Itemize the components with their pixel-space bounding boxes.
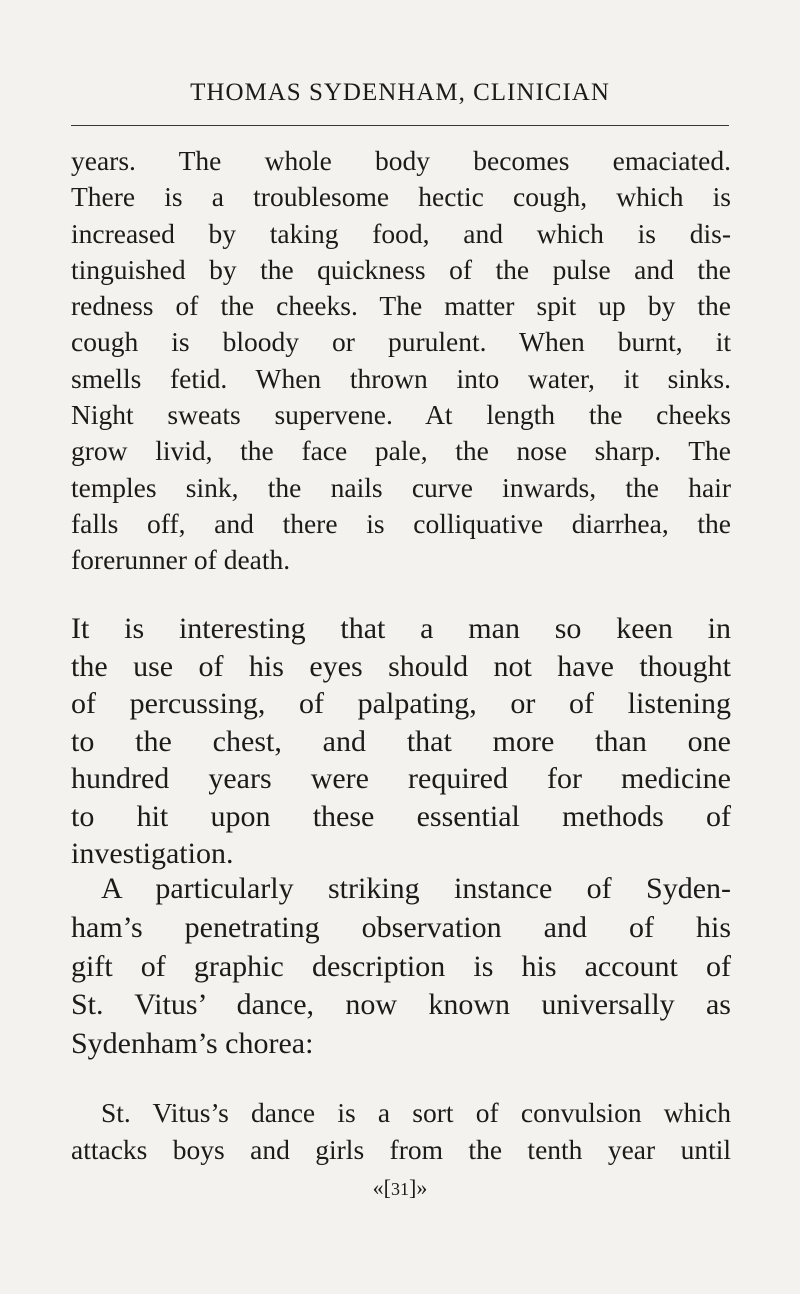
quote-paragraph bbox=[71, 143, 731, 579]
text-line: St. Vitus’s dance is a sort of convulsion which bbox=[101, 1097, 731, 1128]
text-line: the use of his eyes should not have thought bbox=[71, 649, 731, 683]
folio-right-ornament: ]» bbox=[409, 1175, 428, 1200]
body-paragraph bbox=[71, 610, 731, 873]
text-line: gift of graphic description is his account of bbox=[71, 949, 731, 983]
text-line: temples sink, the nails curve inwards, the hair bbox=[71, 471, 731, 503]
quote-block-chorea bbox=[71, 1095, 731, 1168]
text-line: to hit upon these essential methods of bbox=[71, 799, 731, 833]
text-line: A particularly striking instance of Syden- bbox=[101, 872, 731, 905]
text-line: forerunner of death. bbox=[71, 544, 291, 576]
quote-block-consumption bbox=[71, 143, 731, 579]
quote-paragraph bbox=[71, 1095, 731, 1168]
text-line: hundred years were required for medicine bbox=[71, 762, 731, 795]
text-line: There is a troublesome hectic cough, which is bbox=[71, 181, 731, 213]
text-line: smells fetid. When thrown into water, it sinks. bbox=[71, 362, 731, 394]
header-rule bbox=[71, 125, 729, 126]
text-line: tinguished by the quickness of the pulse and the bbox=[71, 253, 731, 285]
text-line: grow livid, the face pale, the nose sharp. The bbox=[71, 435, 731, 467]
text-line: investigation. bbox=[71, 837, 234, 870]
paragraph-chorea-intro bbox=[71, 870, 731, 1064]
text-line: to the chest, and that more than one bbox=[71, 724, 731, 758]
folio-number: 31 bbox=[391, 1179, 409, 1199]
text-line: redness of the cheeks. The matter spit up by the bbox=[71, 290, 731, 322]
text-line: cough is bloody or purulent. When burnt, it bbox=[71, 326, 731, 358]
running-head: THOMAS SYDENHAM, CLINICIAN bbox=[190, 79, 610, 106]
text-line: increased by taking food, and which is dis- bbox=[71, 217, 731, 249]
text-line: Sydenham’s chorea: bbox=[71, 1027, 314, 1061]
page-number bbox=[0, 1175, 800, 1201]
text-line: of percussing, of palpating, or of listening bbox=[71, 687, 731, 720]
text-line: It is interesting that a man so keen in bbox=[71, 612, 731, 645]
text-line: attacks boys and girls from the tenth year until bbox=[71, 1133, 731, 1165]
body-paragraph bbox=[71, 870, 731, 1064]
text-line: Night sweats supervene. At length the cheeks bbox=[71, 399, 731, 431]
text-line: St. Vitus’ dance, now known universally as bbox=[71, 988, 731, 1022]
paragraph-percussion bbox=[71, 610, 731, 873]
folio-left-ornament: «[ bbox=[372, 1175, 391, 1200]
text-line: falls off, and there is colliquative diarrhea, the bbox=[71, 507, 731, 539]
text-line: years. The whole body becomes emaciated. bbox=[71, 145, 731, 176]
text-line: ham’s penetrating observation and of his bbox=[71, 910, 731, 944]
